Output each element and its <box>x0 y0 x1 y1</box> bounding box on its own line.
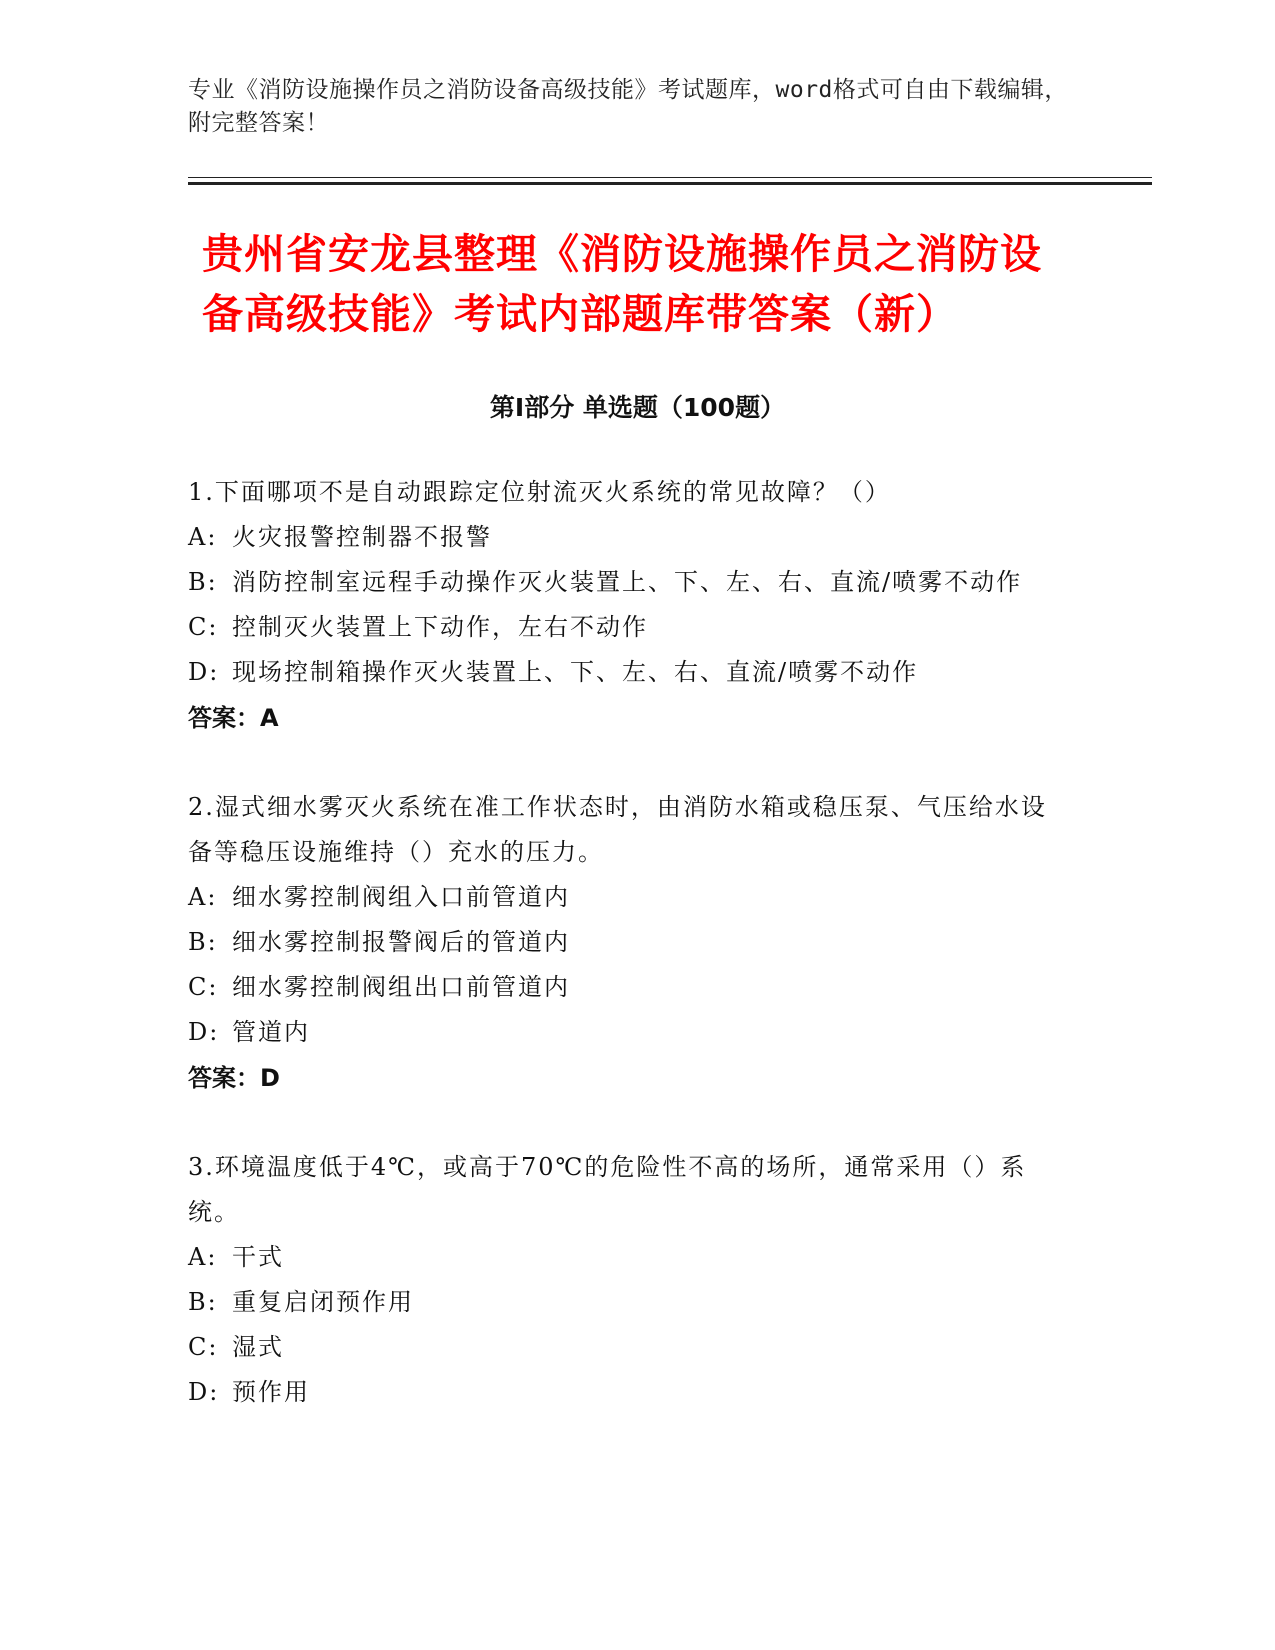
option-b <box>188 920 1068 965</box>
answer-label: 答案：D <box>188 1064 280 1092</box>
option-a <box>188 1235 1068 1280</box>
option-text: 细水雾控制阀组出口前管道内 <box>232 973 570 1001</box>
option-letter: D: <box>188 1018 220 1046</box>
option-letter: B: <box>188 928 218 956</box>
question-1 <box>188 470 1068 741</box>
question-3 <box>188 1145 1068 1415</box>
answer-label: 答案：A <box>188 704 279 732</box>
question-stem: 3.环境温度低于4℃，或高于70℃的危险性不高的场所，通常采用（）系统。 <box>188 1153 1027 1226</box>
option-text: 细水雾控制报警阀后的管道内 <box>232 928 570 956</box>
option-text: 重复启闭预作用 <box>232 1288 414 1316</box>
question-stem: 1.下面哪项不是自动跟踪定位射流灭火系统的常见故障？（） <box>188 478 891 506</box>
option-a <box>188 875 1068 920</box>
option-text: 控制灭火装置上下动作，左右不动作 <box>232 613 648 641</box>
option-text: 消防控制室远程手动操作灭火装置上、下、左、右、直流/喷雾不动作 <box>232 568 1023 596</box>
document-title: 贵州省安龙县整理《消防设施操作员之消防设备高级技能》考试内部题库带答案（新） <box>202 230 1042 338</box>
question-2 <box>188 785 1068 1101</box>
option-letter: C: <box>188 973 219 1001</box>
option-b <box>188 1280 1068 1325</box>
option-text: 细水雾控制阀组入口前管道内 <box>232 883 570 911</box>
option-c <box>188 965 1068 1010</box>
option-letter: B: <box>188 568 218 596</box>
option-letter: C: <box>188 1333 219 1361</box>
option-d <box>188 1010 1068 1055</box>
option-text: 干式 <box>232 1243 284 1271</box>
option-text: 管道内 <box>232 1018 310 1046</box>
option-b <box>188 560 1068 605</box>
option-c <box>188 1325 1068 1370</box>
option-letter: D: <box>188 1378 220 1406</box>
question-stem: 2.湿式细水雾灭火系统在准工作状态时，由消防水箱或稳压泵、气压给水设备等稳压设施维持（）充水的压力。 <box>188 793 1047 866</box>
option-letter: B: <box>188 1288 218 1316</box>
option-text: 预作用 <box>232 1378 310 1406</box>
section-title: 第Ⅰ部分 单选题（100题） <box>489 393 786 422</box>
option-text: 现场控制箱操作灭火装置上、下、左、右、直流/喷雾不动作 <box>232 658 919 686</box>
option-d <box>188 1370 1068 1415</box>
question-list <box>188 470 1068 1459</box>
option-text: 火灾报警控制器不报警 <box>232 523 492 551</box>
option-letter: A: <box>188 883 218 911</box>
option-a <box>188 515 1068 560</box>
header-note: 专业《消防设施操作员之消防设备高级技能》考试题库，word格式可自由下载编辑，附完整答案！ <box>188 77 1068 136</box>
option-c <box>188 605 1068 650</box>
option-letter: C: <box>188 613 219 641</box>
option-letter: D: <box>188 658 220 686</box>
option-letter: A: <box>188 1243 218 1271</box>
option-text: 湿式 <box>232 1333 284 1361</box>
header-divider-thin <box>188 177 1152 178</box>
header-divider-thick <box>188 182 1152 185</box>
option-letter: A: <box>188 523 218 551</box>
option-d <box>188 650 1068 695</box>
